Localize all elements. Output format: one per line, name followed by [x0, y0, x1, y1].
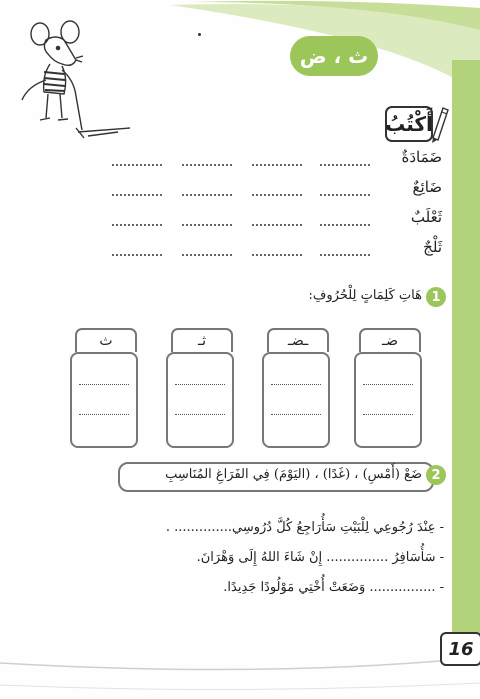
exercise-1-number: 1 — [426, 287, 446, 307]
letter-column-3 — [166, 328, 234, 448]
exercise-2-number: 2 — [426, 465, 446, 485]
write-blank[interactable] — [182, 164, 232, 166]
write-blank[interactable] — [112, 164, 162, 166]
write-blank[interactable] — [182, 254, 232, 256]
write-blank[interactable] — [112, 254, 162, 256]
page-number: 16 — [440, 632, 480, 666]
write-blank[interactable] — [252, 164, 302, 166]
exercise-2-sentence-1: - عِنْدَ رُجُوعِي لِلْبَيْتِ سَأُرَاجِعُ كُلَّ دُرُوسِي.............. . — [165, 520, 444, 535]
letter-tab: ث — [75, 328, 137, 352]
write-blank[interactable] — [182, 194, 232, 196]
write-word-1: ضَمَادَةٌ — [401, 148, 442, 166]
write-blank[interactable] — [320, 164, 370, 166]
write-blank[interactable] — [112, 194, 162, 196]
mouse-illustration — [18, 20, 138, 145]
write-blank[interactable] — [320, 194, 370, 196]
bottom-curve — [0, 655, 480, 699]
write-blank[interactable] — [182, 224, 232, 226]
write-blank[interactable] — [112, 224, 162, 226]
letter-column-1 — [354, 328, 422, 448]
side-green-band — [452, 60, 480, 640]
write-heading — [385, 104, 451, 144]
letter-column-2 — [262, 328, 330, 448]
letter-answer-box[interactable] — [70, 352, 138, 448]
exercise-1-instruction: هَاتِ كَلِمَاتٍ لِلْحُرُوفِ: — [308, 288, 422, 303]
letter-answer-box[interactable] — [262, 352, 330, 448]
exercise-2-instruction: ضَعْ (أَمْسِ) ، (غَدًا) ، (اليَوْمَ) فِي الفَرَاغِ المُنَاسِبِ — [165, 467, 422, 482]
exercise-2-sentence-2: - سَأُسَافِرُ ............... إِنْ شَاءَ اللهُ إِلَى وَهْرَانَ. — [196, 550, 444, 565]
write-label: أَكْتُبُ — [385, 106, 433, 142]
letter-answer-box[interactable] — [354, 352, 422, 448]
letter-column-4 — [70, 328, 138, 448]
letters-title-badge: ث ، ض — [290, 36, 378, 76]
exercise-2-sentence-3: - ................ وَضَعَتْ أُخْتِي مَوْلُودًا جَدِيدًا. — [223, 580, 444, 595]
write-word-3: ثَعْلَبٌ — [410, 208, 442, 226]
letter-tab: ضـ — [359, 328, 421, 352]
letter-tab: ثـ — [171, 328, 233, 352]
stray-dot — [198, 33, 201, 36]
write-blank[interactable] — [252, 254, 302, 256]
letter-answer-box[interactable] — [166, 352, 234, 448]
write-word-2: ضَائِعٌ — [412, 178, 442, 196]
write-word-4: ثَلْجٌ — [423, 238, 442, 256]
write-blank[interactable] — [320, 224, 370, 226]
write-blank[interactable] — [252, 224, 302, 226]
letter-tab: ـضـ — [267, 328, 329, 352]
write-blank[interactable] — [320, 254, 370, 256]
write-blank[interactable] — [252, 194, 302, 196]
